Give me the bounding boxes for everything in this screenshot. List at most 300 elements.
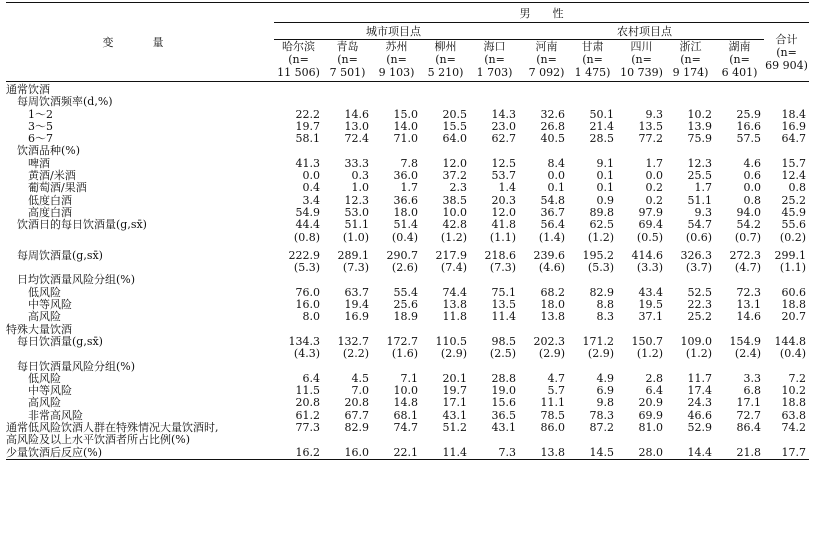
value-cell: 218.6 (484, 248, 516, 262)
table-row (6, 361, 809, 373)
value-cell: 1.7 (400, 181, 418, 195)
value-cell: 77.2 (638, 132, 663, 146)
value-cell: 11.7 (687, 371, 712, 385)
value-cell: 44.4 (295, 218, 320, 232)
value-cell: 154.9 (729, 334, 761, 348)
value-cell (274, 434, 323, 446)
value-cell: (0.5) (636, 230, 663, 244)
urban-group-header: 城市项目点 (274, 23, 519, 40)
value-cell: 22.2 (295, 107, 320, 121)
total-cell: 45.9 (781, 205, 806, 219)
row-label: 高度白酒 (28, 205, 72, 219)
value-cell: 195.2 (582, 248, 614, 262)
value-cell: 18.0 (393, 205, 418, 219)
value-cell: 57.5 (736, 132, 761, 146)
value-cell (421, 145, 470, 157)
value-cell: 4.6 (743, 156, 761, 170)
total-cell: 18.8 (781, 298, 806, 312)
value-cell: (2.9) (587, 347, 614, 361)
value-cell: (3.3) (636, 261, 663, 275)
total-cell: 17.7 (781, 445, 806, 459)
value-cell: 63.7 (344, 285, 369, 299)
total-cell (764, 96, 809, 108)
value-cell: 24.3 (687, 396, 712, 410)
value-cell: 3.3 (743, 371, 761, 385)
column-name-4: 海口 (483, 40, 506, 53)
value-cell (617, 82, 666, 97)
value-cell: 25.2 (687, 310, 712, 324)
value-cell: 38.5 (442, 193, 467, 207)
total-cell: 55.6 (781, 218, 806, 232)
value-cell (519, 274, 568, 286)
value-cell: 16.9 (344, 310, 369, 324)
value-cell: 74.4 (442, 285, 467, 299)
column-n-prefix-5: (n= (536, 53, 557, 66)
value-cell (323, 361, 372, 373)
row-label: 中等风险 (28, 298, 72, 312)
value-cell: 9.3 (694, 205, 712, 219)
total-n-value: 69 904) (765, 58, 808, 72)
value-cell (421, 434, 470, 446)
total-cell (764, 434, 809, 446)
value-cell: 202.3 (533, 334, 565, 348)
row-label: 6～7 (28, 132, 53, 146)
value-cell: 16.0 (344, 445, 369, 459)
value-cell: 54.8 (540, 193, 565, 207)
value-cell: 5.7 (547, 384, 565, 398)
value-cell: 12.5 (491, 156, 516, 170)
value-cell: 3.4 (302, 193, 320, 207)
value-cell: 18.9 (393, 310, 418, 324)
value-cell (372, 434, 421, 446)
total-n-prefix: (n= (776, 45, 797, 59)
value-cell: 64.0 (442, 132, 467, 146)
row-label: 饮酒日的每日饮酒量(g,sx̄) (17, 218, 147, 232)
value-cell: 11.1 (540, 396, 565, 410)
value-cell: 68.1 (393, 408, 418, 422)
value-cell (274, 82, 323, 97)
value-cell: 13.0 (344, 119, 369, 133)
value-cell: 28.5 (589, 132, 614, 146)
column-n-prefix-7: (n= (631, 53, 652, 66)
value-cell: 74.7 (393, 421, 418, 435)
value-cell: 13.9 (687, 119, 712, 133)
row-label: 1～2 (28, 107, 53, 121)
table-row (6, 434, 809, 446)
value-cell: 19.0 (491, 384, 516, 398)
value-cell: 15.6 (491, 396, 516, 410)
value-cell (617, 96, 666, 108)
value-cell: 21.8 (736, 445, 761, 459)
column-n-prefix-2: (n= (386, 53, 407, 66)
value-cell: 0.2 (645, 193, 663, 207)
row-label: 特殊大量饮酒 (6, 322, 72, 336)
value-cell: 76.0 (295, 285, 320, 299)
value-cell: 53.7 (491, 169, 516, 183)
value-cell: 8.4 (547, 156, 565, 170)
value-cell: (7.3) (342, 261, 369, 275)
total-cell: 20.7 (781, 310, 806, 324)
value-cell (666, 145, 715, 157)
value-cell: 71.0 (393, 132, 418, 146)
value-cell (470, 361, 519, 373)
value-cell: 239.6 (533, 248, 565, 262)
total-cell: 15.7 (781, 156, 806, 170)
value-cell (666, 96, 715, 108)
value-cell: (5.3) (293, 261, 320, 275)
table-row (6, 219, 809, 231)
column-n-prefix-0: (n= (288, 53, 309, 66)
value-cell: (0.7) (734, 230, 761, 244)
value-cell: 58.1 (295, 132, 320, 146)
value-cell: 289.1 (337, 248, 369, 262)
value-cell: 1.0 (351, 181, 369, 195)
value-cell: 68.2 (540, 285, 565, 299)
value-cell: (1.2) (587, 230, 614, 244)
value-cell (372, 361, 421, 373)
value-cell (372, 274, 421, 286)
value-cell: 7.1 (400, 371, 418, 385)
value-cell: 0.9 (596, 193, 614, 207)
value-cell: 4.7 (547, 371, 565, 385)
table-row (6, 82, 809, 97)
value-cell (421, 82, 470, 97)
row-label: 高风险 (28, 310, 61, 324)
table-row (6, 348, 809, 360)
value-cell: 0.8 (743, 193, 761, 207)
value-cell (568, 82, 617, 97)
table-row (6, 397, 809, 409)
value-cell: 13.1 (736, 298, 761, 312)
column-name-2: 苏州 (385, 40, 408, 53)
value-cell: 22.3 (687, 298, 712, 312)
value-cell: 109.0 (680, 334, 712, 348)
column-n-prefix-3: (n= (435, 53, 456, 66)
value-cell: 12.0 (442, 156, 467, 170)
value-cell: (0.8) (293, 230, 320, 244)
value-cell (274, 145, 323, 157)
value-cell (470, 96, 519, 108)
value-cell: 10.2 (687, 107, 712, 121)
value-cell: 0.1 (547, 181, 565, 195)
value-cell (470, 434, 519, 446)
total-cell (764, 274, 809, 286)
value-cell (372, 96, 421, 108)
value-cell: 11.8 (442, 310, 467, 324)
value-cell (715, 274, 764, 286)
value-cell: 19.7 (295, 119, 320, 133)
row-label: 日均饮酒量风险分组(%) (17, 273, 136, 287)
value-cell: 86.0 (540, 421, 565, 435)
table-row (6, 96, 809, 108)
value-cell: 36.5 (491, 408, 516, 422)
value-cell: 69.9 (638, 408, 663, 422)
row-label: 低度白酒 (28, 193, 72, 207)
value-cell: 7.8 (400, 156, 418, 170)
value-cell: 12.3 (687, 156, 712, 170)
value-cell: (2.9) (538, 347, 565, 361)
value-cell: 6.4 (645, 384, 663, 398)
value-cell: 16.6 (736, 119, 761, 133)
value-cell (568, 145, 617, 157)
column-n-2: 9 103) (378, 66, 415, 79)
value-cell: 20.9 (638, 396, 663, 410)
column-name-6: 甘肃 (581, 40, 604, 53)
value-cell: (2.6) (391, 261, 418, 275)
value-cell: 25.6 (393, 298, 418, 312)
value-cell: 67.7 (344, 408, 369, 422)
value-cell: 0.1 (596, 181, 614, 195)
value-cell (421, 96, 470, 108)
value-cell: 132.7 (337, 334, 369, 348)
table-row (6, 182, 809, 194)
table-row (6, 145, 809, 157)
total-cell: 25.2 (781, 193, 806, 207)
value-cell: 8.3 (596, 310, 614, 324)
value-cell: 43.4 (638, 285, 663, 299)
table-body (6, 82, 809, 460)
value-cell: 19.7 (442, 384, 467, 398)
value-cell (617, 434, 666, 446)
row-label: 每周饮酒量(g,sx̄) (17, 248, 103, 262)
value-cell: 51.1 (344, 218, 369, 232)
rural-group-header: 农村项目点 (519, 23, 764, 40)
row-label: 啤酒 (28, 156, 50, 170)
value-cell: 72.3 (736, 285, 761, 299)
column-name-3: 柳州 (434, 40, 457, 53)
value-cell: 217.9 (435, 248, 467, 262)
value-cell: (1.0) (342, 230, 369, 244)
value-cell (519, 96, 568, 108)
value-cell: 25.9 (736, 107, 761, 121)
value-cell: 14.8 (393, 396, 418, 410)
value-cell: 13.5 (638, 119, 663, 133)
value-cell: 14.0 (393, 119, 418, 133)
value-cell (470, 82, 519, 97)
value-cell: 2.8 (645, 371, 663, 385)
row-label: 中等风险 (28, 384, 72, 398)
value-cell: 20.3 (491, 193, 516, 207)
value-cell (666, 82, 715, 97)
total-cell: 64.7 (781, 132, 806, 146)
value-cell: 110.5 (435, 334, 467, 348)
value-cell: 20.1 (442, 371, 467, 385)
value-cell: 36.0 (393, 169, 418, 183)
value-cell: 0.0 (547, 169, 565, 183)
total-cell: 74.2 (781, 421, 806, 435)
row-label: 通常低风险饮酒人群在特殊情况大量饮酒时, (6, 421, 219, 435)
value-cell: 72.4 (344, 132, 369, 146)
column-n-prefix-6: (n= (582, 53, 603, 66)
value-cell: 8.0 (302, 310, 320, 324)
value-cell: 10.0 (442, 205, 467, 219)
value-cell: 19.5 (638, 298, 663, 312)
value-cell: 28.8 (491, 371, 516, 385)
value-cell (666, 361, 715, 373)
value-cell: 222.9 (288, 248, 320, 262)
value-cell: (3.7) (685, 261, 712, 275)
value-cell: 87.2 (589, 421, 614, 435)
value-cell: 11.4 (442, 445, 467, 459)
value-cell: (2.9) (440, 347, 467, 361)
row-label: 黄酒/米酒 (28, 169, 76, 183)
value-cell: 55.4 (393, 285, 418, 299)
value-cell: 150.7 (631, 334, 663, 348)
value-cell: 77.3 (295, 421, 320, 435)
value-cell (470, 274, 519, 286)
value-cell (323, 274, 372, 286)
value-cell (274, 361, 323, 373)
value-cell: 1.7 (694, 181, 712, 195)
value-cell: 2.3 (449, 181, 467, 195)
column-name-0: 哈尔滨 (282, 40, 315, 53)
value-cell: 61.2 (295, 408, 320, 422)
total-cell: 144.8 (774, 334, 806, 348)
value-cell: (0.6) (685, 230, 712, 244)
value-cell (666, 434, 715, 446)
row-label: 通常饮酒 (6, 83, 50, 96)
value-cell: (7.3) (489, 261, 516, 275)
value-cell: 75.1 (491, 285, 516, 299)
column-n-9: 6 401) (721, 66, 758, 79)
value-cell (568, 361, 617, 373)
value-cell: 7.3 (498, 445, 516, 459)
row-label: 每周饮酒频率(d,%) (17, 95, 113, 109)
value-cell (421, 361, 470, 373)
value-cell: 14.6 (344, 107, 369, 121)
value-cell (617, 361, 666, 373)
value-cell: (1.2) (685, 347, 712, 361)
value-cell (323, 82, 372, 97)
row-label: 饮酒品种(%) (17, 144, 81, 158)
total-cell: 63.8 (781, 408, 806, 422)
value-cell: (2.4) (734, 347, 761, 361)
value-cell (470, 145, 519, 157)
row-label: 低风险 (28, 371, 61, 385)
value-cell (421, 274, 470, 286)
value-cell: (4.3) (293, 347, 320, 361)
value-cell: 33.3 (344, 156, 369, 170)
value-cell (666, 274, 715, 286)
value-cell: (1.1) (489, 230, 516, 244)
value-cell: 13.8 (442, 298, 467, 312)
value-cell (372, 82, 421, 97)
value-cell: 6.9 (596, 384, 614, 398)
value-cell: 20.8 (344, 396, 369, 410)
value-cell (519, 434, 568, 446)
value-cell: (0.4) (391, 230, 418, 244)
value-cell: 16.2 (295, 445, 320, 459)
value-cell: 0.1 (596, 169, 614, 183)
value-cell: 36.7 (540, 205, 565, 219)
value-cell: 78.5 (540, 408, 565, 422)
value-cell: 15.5 (442, 119, 467, 133)
value-cell: 54.2 (736, 218, 761, 232)
value-cell: 37.1 (638, 310, 663, 324)
row-label (6, 348, 274, 360)
value-cell: 69.4 (638, 218, 663, 232)
value-cell: 14.4 (687, 445, 712, 459)
value-cell: 13.5 (491, 298, 516, 312)
value-cell: 89.8 (589, 205, 614, 219)
table-row (6, 447, 809, 460)
value-cell: 40.5 (540, 132, 565, 146)
value-cell: 8.8 (596, 298, 614, 312)
value-cell: 52.5 (687, 285, 712, 299)
value-cell (568, 96, 617, 108)
value-cell: 46.6 (687, 408, 712, 422)
value-cell (274, 96, 323, 108)
value-cell: 0.3 (351, 169, 369, 183)
value-cell (519, 145, 568, 157)
value-cell (568, 434, 617, 446)
value-cell: 53.0 (344, 205, 369, 219)
total-cell (764, 145, 809, 157)
drinking-statistics-table (6, 2, 809, 460)
row-label: 葡萄酒/果酒 (28, 181, 87, 195)
value-cell: 11.5 (295, 384, 320, 398)
total-label: 合计 (775, 32, 798, 46)
value-cell (617, 145, 666, 157)
value-cell: 25.5 (687, 169, 712, 183)
value-cell: 43.1 (491, 421, 516, 435)
value-cell: (4.7) (734, 261, 761, 275)
value-cell: 171.2 (582, 334, 614, 348)
column-name-8: 浙江 (679, 40, 702, 53)
value-cell (715, 434, 764, 446)
value-cell: 172.7 (386, 334, 418, 348)
value-cell: 43.1 (442, 408, 467, 422)
value-cell (715, 361, 764, 373)
value-cell: 86.4 (736, 421, 761, 435)
value-cell (715, 96, 764, 108)
value-cell: 32.6 (540, 107, 565, 121)
value-cell: (2.2) (342, 347, 369, 361)
value-cell: 82.9 (589, 285, 614, 299)
value-cell (323, 434, 372, 446)
row-label: 非常高风险 (28, 408, 83, 422)
value-cell: 14.3 (491, 107, 516, 121)
value-cell (519, 82, 568, 97)
value-cell: 14.6 (736, 310, 761, 324)
value-cell: (4.6) (538, 261, 565, 275)
column-n-3: 5 210) (427, 66, 464, 79)
value-cell: 51.1 (687, 193, 712, 207)
total-cell (764, 82, 809, 97)
total-cell: (0.2) (779, 230, 806, 244)
value-cell: 37.2 (442, 169, 467, 183)
total-cell: 18.8 (781, 396, 806, 410)
value-cell: 0.2 (645, 181, 663, 195)
value-cell: 72.7 (736, 408, 761, 422)
value-cell: 4.9 (596, 371, 614, 385)
value-cell: 134.3 (288, 334, 320, 348)
value-cell: 98.5 (491, 334, 516, 348)
column-n-8: 9 174) (672, 66, 709, 79)
value-cell: (7.4) (440, 261, 467, 275)
value-cell: 82.9 (344, 421, 369, 435)
total-cell: 16.9 (781, 119, 806, 133)
value-cell: 0.0 (302, 169, 320, 183)
value-cell: 12.3 (344, 193, 369, 207)
value-cell: 0.6 (743, 169, 761, 183)
value-cell: 97.9 (638, 205, 663, 219)
column-n-prefix-1: (n= (337, 53, 358, 66)
value-cell: 28.0 (638, 445, 663, 459)
value-cell (715, 145, 764, 157)
total-cell (764, 361, 809, 373)
table-header (6, 3, 809, 82)
